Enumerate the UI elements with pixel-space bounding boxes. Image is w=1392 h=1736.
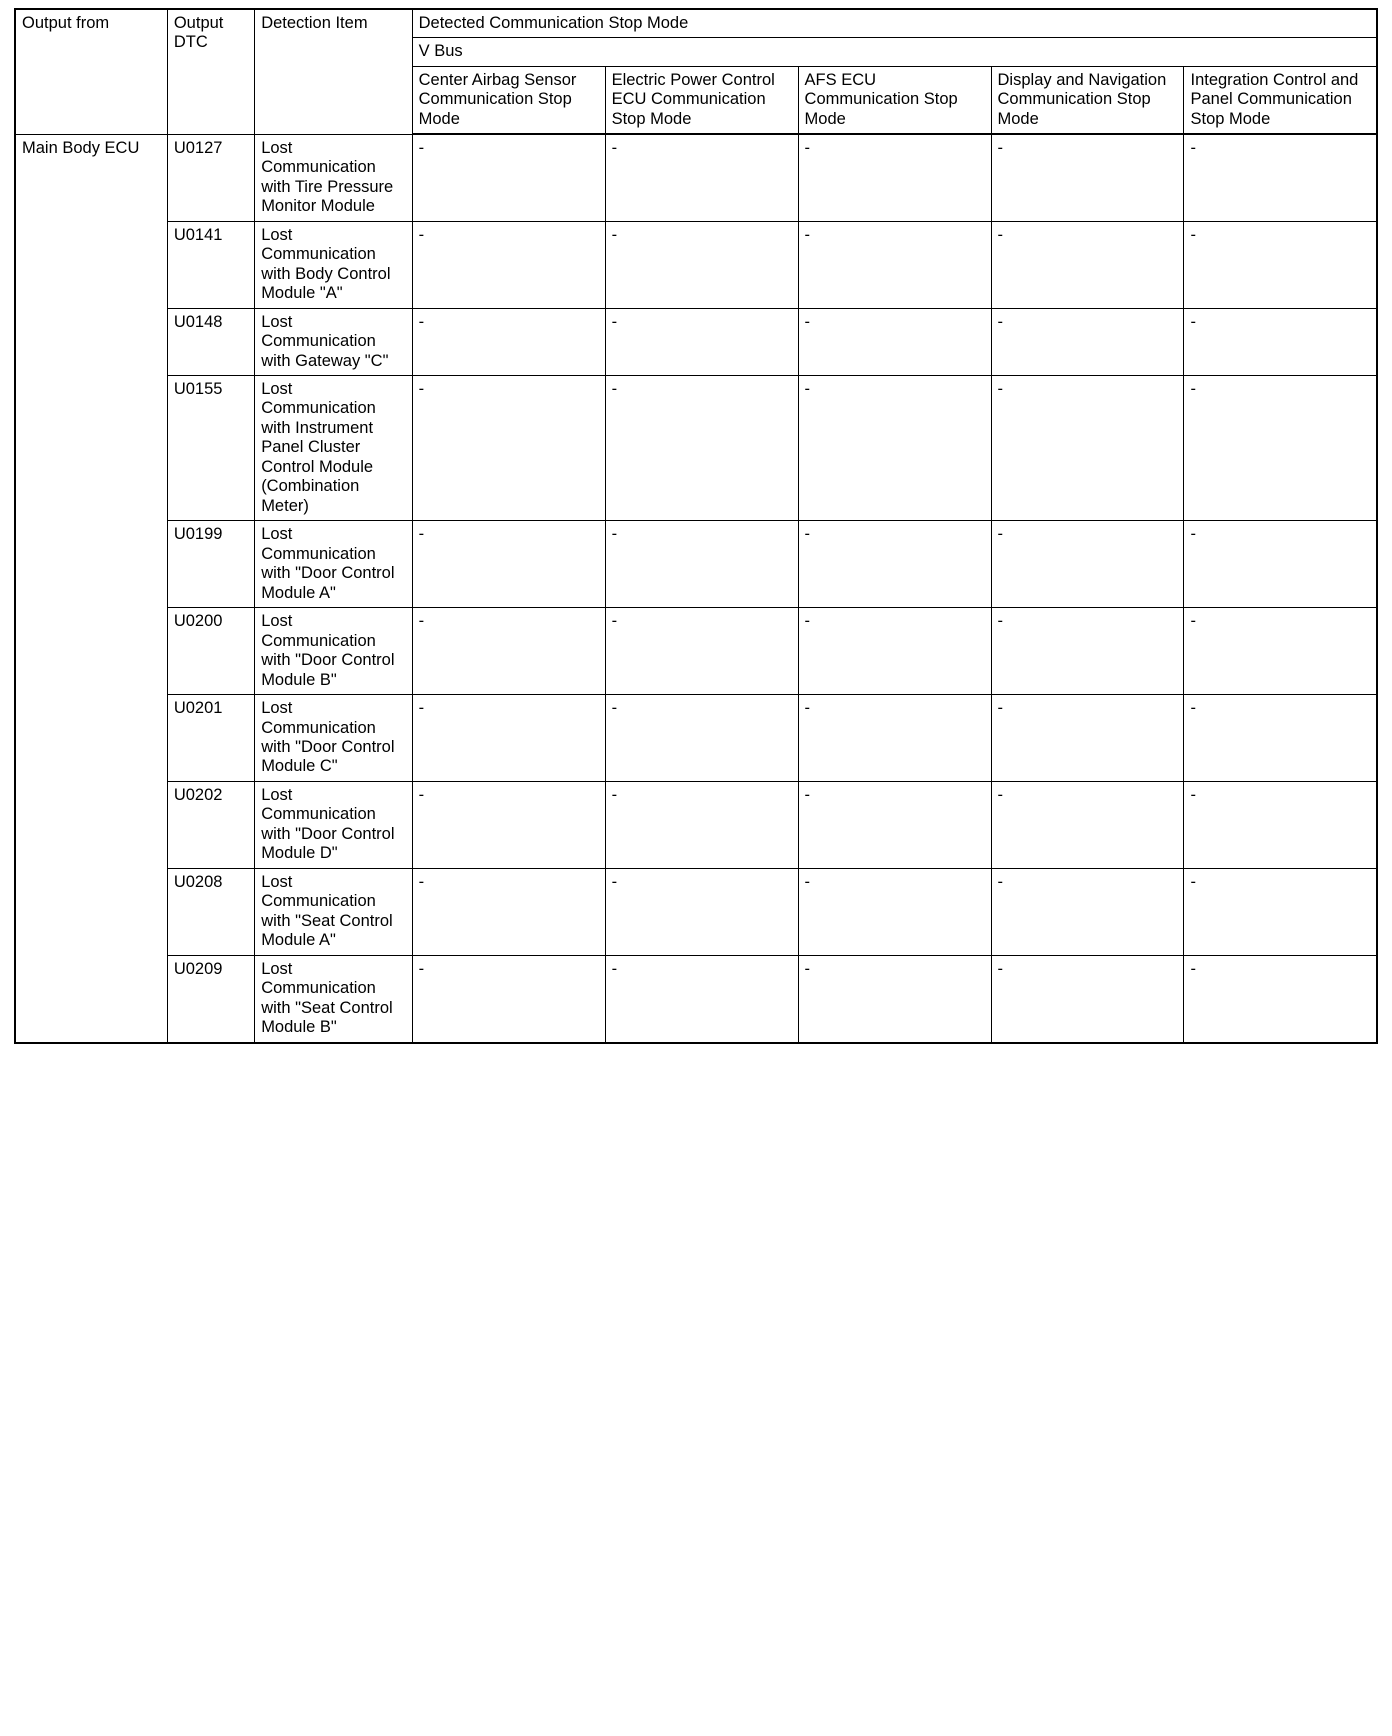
cell-mode-4: - [991, 868, 1184, 955]
cell-detection-item: Lost Communication with "Door Control Module A" [255, 521, 412, 608]
cell-mode-1: - [412, 134, 605, 221]
column-header-mode-display-and-navigation: Display and Navigation Communication Stop Mode [991, 66, 1184, 134]
cell-mode-5: - [1184, 376, 1377, 521]
table-row [15, 521, 1377, 608]
cell-mode-2: - [605, 781, 798, 868]
cell-detection-item: Lost Communication with "Seat Control Module A" [255, 868, 412, 955]
column-header-v-bus: V Bus [412, 38, 1377, 66]
cell-dtc: U0209 [167, 955, 254, 1042]
cell-mode-2: - [605, 955, 798, 1042]
cell-mode-5: - [1184, 781, 1377, 868]
table-row [15, 608, 1377, 695]
table-row [15, 308, 1377, 375]
cell-mode-4: - [991, 376, 1184, 521]
header-row-top [15, 9, 1377, 38]
cell-dtc: U0200 [167, 608, 254, 695]
cell-mode-1: - [412, 376, 605, 521]
cell-mode-1: - [412, 868, 605, 955]
column-header-mode-afs-ecu: AFS ECU Communication Stop Mode [798, 66, 991, 134]
cell-mode-2: - [605, 695, 798, 782]
cell-mode-3: - [798, 608, 991, 695]
cell-mode-1: - [412, 608, 605, 695]
cell-mode-3: - [798, 376, 991, 521]
cell-dtc: U0127 [167, 134, 254, 221]
output-dtc-line2: DTC [173, 33, 208, 52]
cell-mode-5: - [1184, 608, 1377, 695]
cell-mode-4: - [991, 134, 1184, 221]
cell-mode-5: - [1184, 868, 1377, 955]
cell-mode-4: - [991, 608, 1184, 695]
cell-mode-1: - [412, 695, 605, 782]
cell-detection-item: Lost Communication with Gateway "C" [255, 308, 412, 375]
cell-dtc: U0148 [167, 308, 254, 375]
cell-detection-item: Lost Communication with "Door Control Module B" [255, 608, 412, 695]
cell-mode-3: - [798, 781, 991, 868]
cell-detection-item: Lost Communication with "Seat Control Module B" [255, 955, 412, 1042]
table-row [15, 221, 1377, 308]
cell-mode-3: - [798, 134, 991, 221]
table-header [15, 9, 1377, 134]
cell-mode-4: - [991, 695, 1184, 782]
table-row [15, 781, 1377, 868]
cell-mode-2: - [605, 134, 798, 221]
table-row [15, 868, 1377, 955]
cell-detection-item: Lost Communication with Body Control Module "A" [255, 221, 412, 308]
cell-mode-2: - [605, 376, 798, 521]
column-header-detected-communication-stop-mode: Detected Communication Stop Mode [412, 9, 1377, 38]
output-dtc-line1: Output [173, 14, 224, 32]
cell-mode-1: - [412, 781, 605, 868]
column-header-output-from: Output from [15, 9, 167, 134]
cell-mode-2: - [605, 221, 798, 308]
column-header-mode-integration-control-and-panel: Integration Control and Panel Communication Stop Mode [1184, 66, 1377, 134]
cell-dtc: U0201 [167, 695, 254, 782]
cell-mode-1: - [412, 221, 605, 308]
cell-detection-item: Lost Communication with "Door Control Module C" [255, 695, 412, 782]
cell-mode-3: - [798, 695, 991, 782]
column-header-output-dtc [167, 9, 254, 134]
cell-mode-4: - [991, 221, 1184, 308]
cell-mode-4: - [991, 521, 1184, 608]
cell-dtc: U0199 [167, 521, 254, 608]
cell-mode-3: - [798, 955, 991, 1042]
table-body [15, 134, 1377, 1042]
cell-mode-2: - [605, 308, 798, 375]
table-row [15, 134, 1377, 221]
cell-detection-item: Lost Communication with Tire Pressure Monitor Module [255, 134, 412, 221]
cell-output-from: Main Body ECU [15, 134, 167, 1042]
cell-mode-1: - [412, 521, 605, 608]
cell-mode-5: - [1184, 221, 1377, 308]
cell-mode-3: - [798, 221, 991, 308]
cell-mode-1: - [412, 308, 605, 375]
cell-mode-2: - [605, 868, 798, 955]
table-row [15, 695, 1377, 782]
cell-mode-5: - [1184, 134, 1377, 221]
cell-mode-4: - [991, 781, 1184, 868]
cell-detection-item: Lost Communication with "Door Control Module D" [255, 781, 412, 868]
column-header-mode-electric-power-control-ecu: Electric Power Control ECU Communication Stop Mode [605, 66, 798, 134]
column-header-detection-item: Detection Item [255, 9, 412, 134]
cell-mode-4: - [991, 955, 1184, 1042]
column-header-mode-center-airbag-sensor: Center Airbag Sensor Communication Stop Mode [412, 66, 605, 134]
cell-mode-4: - [991, 308, 1184, 375]
cell-mode-5: - [1184, 521, 1377, 608]
cell-dtc: U0141 [167, 221, 254, 308]
table-row [15, 376, 1377, 521]
cell-mode-2: - [605, 608, 798, 695]
cell-dtc: U0155 [167, 376, 254, 521]
cell-mode-3: - [798, 868, 991, 955]
cell-detection-item: Lost Communication with Instrument Panel Cluster Control Module (Combination Meter) [255, 376, 412, 521]
cell-mode-2: - [605, 521, 798, 608]
cell-mode-3: - [798, 308, 991, 375]
cell-dtc: U0202 [167, 781, 254, 868]
cell-mode-5: - [1184, 955, 1377, 1042]
cell-dtc: U0208 [167, 868, 254, 955]
cell-mode-5: - [1184, 308, 1377, 375]
dtc-table [14, 8, 1378, 1044]
cell-mode-3: - [798, 521, 991, 608]
cell-mode-5: - [1184, 695, 1377, 782]
table-row [15, 955, 1377, 1042]
cell-mode-1: - [412, 955, 605, 1042]
